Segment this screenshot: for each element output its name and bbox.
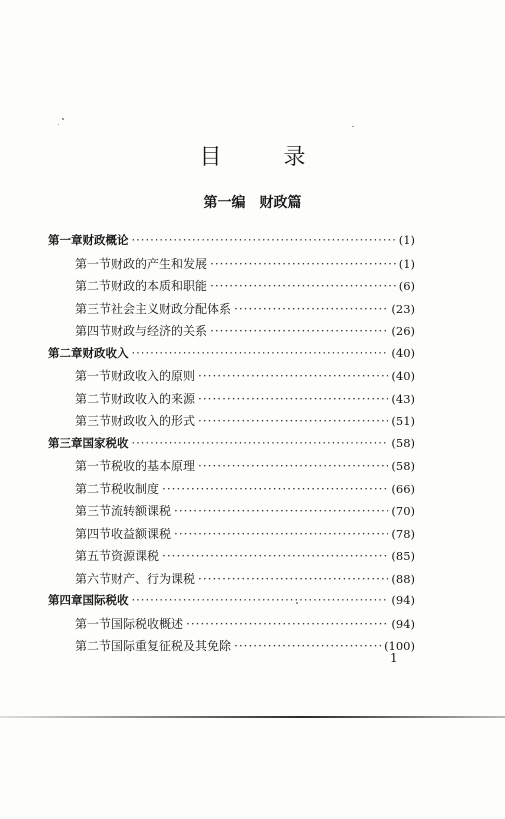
- toc-entry-title: 税收制度: [111, 481, 160, 496]
- toc-entry-page: (66): [391, 481, 415, 496]
- toc-entry-page: (94): [391, 616, 415, 631]
- toc-entry-number: 第一节: [75, 256, 112, 271]
- page-title-char-2: 录: [283, 145, 306, 170]
- toc-entry-page: (1): [398, 256, 415, 271]
- toc-entry-title: 收益额课税: [111, 526, 172, 541]
- toc-section-row: [48, 547, 415, 570]
- dot-leader: [174, 527, 388, 541]
- toc-chapter-row: [48, 345, 415, 368]
- dot-leader: [132, 346, 389, 360]
- bottom-rule: [0, 716, 505, 718]
- toc-entry-title: 税收的基本原理: [111, 459, 196, 473]
- toc-entry-title: 资源课税: [111, 549, 160, 563]
- toc-entry-number: 第三节: [75, 301, 112, 316]
- toc-entry-title: 财产、行为课税: [111, 571, 196, 586]
- toc-entry-page: (85): [391, 549, 415, 563]
- toc-entry-title: 财政收入的形式: [111, 414, 196, 428]
- dot-leader: [198, 392, 388, 406]
- toc-entry-number: 第二节: [75, 481, 112, 496]
- toc-entry-page: (100): [384, 639, 415, 653]
- toc-entry-page: (26): [391, 324, 415, 338]
- toc-chapter-row: [48, 435, 415, 458]
- part-title: 第一编 财政篇: [203, 195, 302, 211]
- toc-entry-number: 第四节: [75, 324, 112, 338]
- dot-leader: [210, 279, 396, 293]
- toc-entry-title: 国际重复征税及其免除: [111, 639, 232, 653]
- toc-section-row: [48, 525, 415, 548]
- toc-section-row: [48, 367, 415, 390]
- toc-entry-number: 第五节: [75, 549, 112, 563]
- dot-leader: [198, 459, 388, 473]
- dot-leader: [198, 572, 388, 586]
- dot-leader: [198, 369, 388, 383]
- scan-speck: [352, 126, 354, 127]
- toc-entry-page: (70): [391, 504, 415, 518]
- toc-entry-title: 财政与经济的关系: [111, 324, 208, 338]
- toc-section-row: [48, 277, 415, 300]
- toc-entry-number: 第六节: [75, 571, 112, 586]
- toc-entry-title: 财政的本质和职能: [111, 279, 208, 293]
- dot-leader: [210, 257, 396, 271]
- toc-entry-number: 第二章: [48, 345, 83, 360]
- toc-section-row: [48, 480, 415, 503]
- toc-chapter-row: [48, 232, 415, 255]
- toc-entry-number: 第一节: [75, 459, 112, 473]
- toc-entry-title: 社会主义财政分配体系: [111, 301, 232, 316]
- toc-entry-page: (88): [391, 571, 415, 586]
- toc-entry-title: 国际税收概述: [111, 616, 184, 631]
- dot-leader: [132, 436, 389, 450]
- toc-entry-number: 第二节: [75, 639, 112, 653]
- toc-entry-page: (51): [391, 414, 415, 428]
- toc-section-row: [48, 570, 415, 593]
- toc-entry-title: 财政收入的原则: [111, 369, 196, 383]
- toc-entry-page: (6): [398, 279, 415, 293]
- dot-leader: [132, 593, 389, 607]
- toc-section-row: [48, 615, 415, 638]
- toc-entry-title: 流转额课税: [111, 504, 172, 518]
- toc-entry-number: 第二节: [75, 391, 112, 406]
- toc-entry-title: 财政的产生和发展: [111, 256, 208, 271]
- toc-section-row: [48, 300, 415, 323]
- dot-leader: [198, 414, 388, 428]
- dot-leader: [234, 302, 388, 316]
- toc-entry-number: 第二节: [75, 279, 112, 293]
- toc-entry-page: (40): [391, 345, 415, 360]
- toc-entry-number: 第四节: [75, 526, 112, 541]
- toc-entry-page: (94): [391, 593, 415, 607]
- toc-entry-page: (40): [391, 369, 415, 383]
- toc-entry-title: 财政收入: [82, 345, 129, 360]
- toc-section-row: [48, 637, 415, 660]
- toc-section-row: [48, 412, 415, 435]
- toc-entry-title: 财政概论: [82, 233, 129, 247]
- table-of-contents: [48, 232, 415, 660]
- toc-entry-number: 第三章: [48, 435, 83, 450]
- toc-entry-title: 国家税收: [82, 435, 129, 450]
- toc-section-row: [48, 390, 415, 413]
- toc-entry-page: (43): [391, 391, 415, 406]
- toc-entry-page: (23): [391, 301, 415, 316]
- dot-leader: [210, 324, 388, 338]
- toc-entry-page: (78): [391, 526, 415, 541]
- dot-leader: [162, 482, 388, 496]
- toc-section-row: [48, 502, 415, 525]
- scan-speck: [296, 602, 298, 604]
- toc-entry-number: 第三节: [75, 504, 112, 518]
- page-title: [0, 140, 505, 171]
- toc-entry-number: 第一章: [48, 233, 83, 247]
- toc-entry-page: (1): [398, 233, 415, 247]
- toc-section-row: [48, 457, 415, 480]
- dot-leader: [186, 617, 388, 631]
- toc-section-row: [48, 255, 415, 278]
- toc-entry-title: 国际税收: [82, 593, 129, 607]
- toc-entry-title: 财政收入的来源: [111, 391, 196, 406]
- dot-leader: [162, 549, 388, 563]
- page-number: 1: [390, 651, 398, 665]
- toc-entry-number: 第四章: [48, 593, 83, 607]
- toc-entry-number: 第三节: [75, 414, 112, 428]
- toc-chapter-row: [48, 592, 415, 615]
- scan-speck: [58, 124, 59, 125]
- dot-leader: [234, 639, 381, 653]
- toc-entry-number: 第一节: [75, 369, 112, 383]
- scan-speck: [62, 118, 64, 120]
- page-title-char-1: 目: [199, 145, 222, 170]
- dot-leader: [132, 233, 396, 247]
- dot-leader: [174, 504, 388, 518]
- toc-entry-number: 第一节: [75, 616, 112, 631]
- toc-section-row: [48, 322, 415, 345]
- toc-entry-page: (58): [391, 459, 415, 473]
- toc-entry-page: (58): [391, 435, 415, 450]
